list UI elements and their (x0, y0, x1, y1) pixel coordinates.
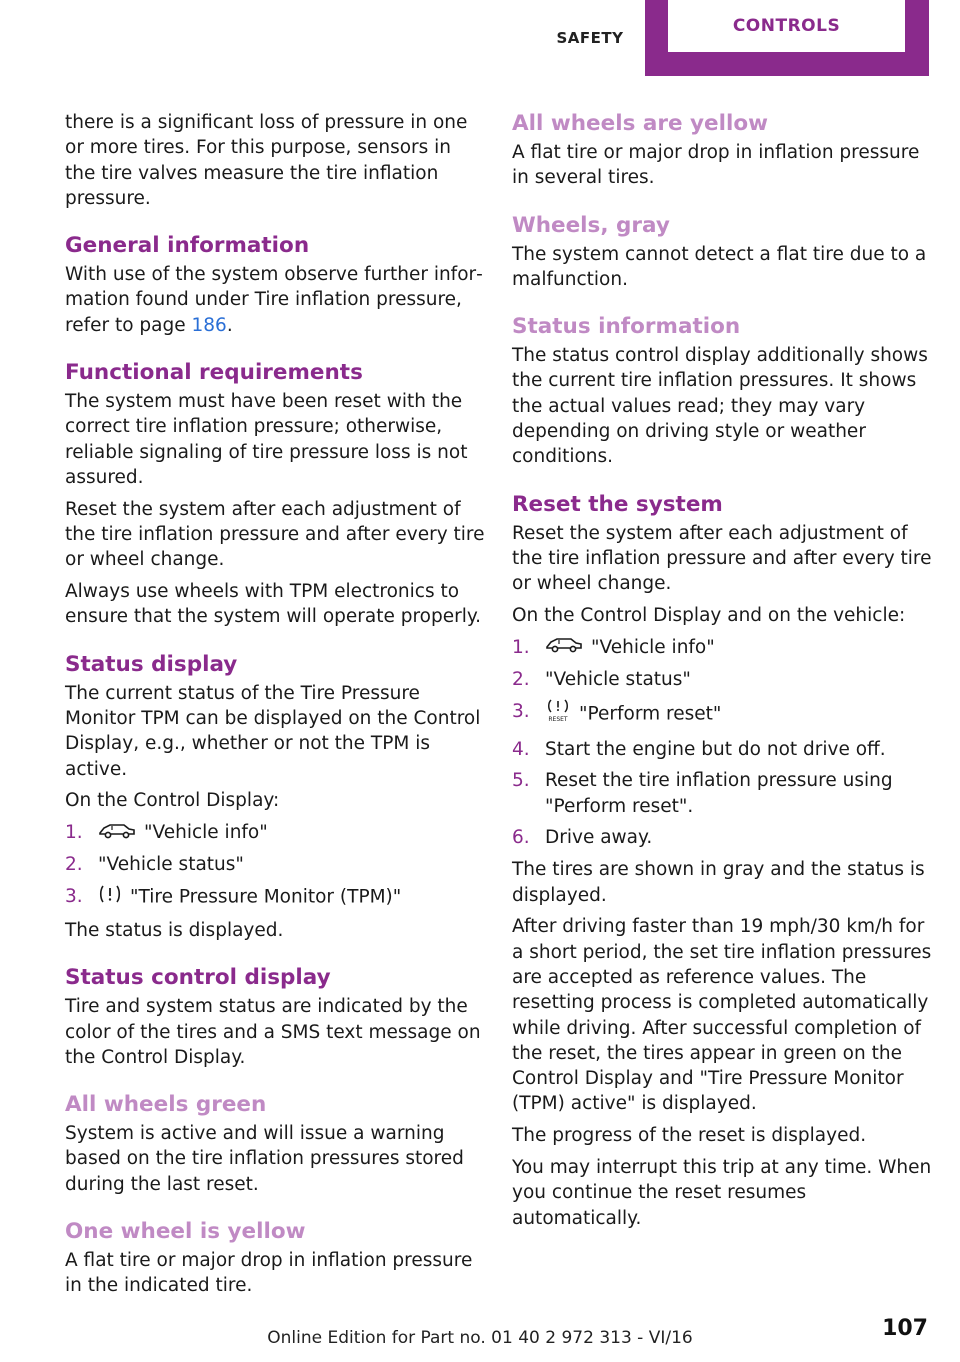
step-text: "Tire Pressure Monitor (TPM)" (130, 886, 402, 908)
reset-paragraph-2: On the Control Display and on the vehicle: (512, 605, 906, 627)
step-text: Reset the tire inflation pressure using "Perform reset". (545, 770, 893, 817)
step-number: 6. (512, 827, 530, 849)
reset-icon-label: RESET (548, 715, 568, 723)
functional-paragraph-1: The system must have been reset with the correct tire inflation pressure; otherwise, reliable signaling of tire pressure loss is not assured. (65, 391, 468, 488)
step-text: "Vehicle status" (545, 669, 691, 690)
list-item (512, 737, 932, 762)
status-paragraph-3: The status is displayed. (65, 919, 284, 941)
wheels-gray-heading: Wheels, gray (512, 212, 670, 238)
step-text: "Vehicle info" (591, 636, 715, 658)
tab-safety[interactable]: SAFETY (556, 28, 624, 47)
green-paragraph: System is active and will issue a warning based on the tire inflation pressures stored during the last reset. (65, 1123, 464, 1195)
one-yellow-paragraph: A flat tire or major drop in inflation pressure in the indicated tire. (65, 1250, 473, 1297)
list-item (512, 667, 932, 692)
control-display-heading: Status control display (65, 965, 331, 991)
list-item (512, 699, 932, 730)
general-heading: General information (65, 233, 310, 259)
list-item (512, 825, 932, 850)
edition-footer: Online Edition for Part no. 01 40 2 972 313 - VI/16 (267, 1328, 693, 1348)
status-steps (65, 820, 485, 911)
list-item (65, 820, 485, 846)
step-number: 3. (65, 886, 83, 908)
functional-heading: Functional requirements (65, 360, 363, 386)
reset-system-heading: Reset the system (512, 491, 723, 517)
reset-paragraph-3: The tires are shown in gray and the status is displayed. (512, 859, 925, 906)
gray-paragraph: The system cannot detect a flat tire due to a malfunction. (512, 243, 927, 290)
general-text-before: With use of the system observe further information found under Tire inflation pressure, refer to page (65, 264, 483, 336)
all-yellow-paragraph: A flat tire or major drop in inflation pressure in several tires. (512, 142, 920, 189)
list-item (65, 884, 485, 911)
step-number: 1. (512, 636, 530, 658)
step-text: Drive away. (545, 827, 653, 849)
general-text (65, 262, 485, 338)
step-text: "Perform reset" (579, 703, 722, 725)
list-item (65, 852, 485, 877)
list-item (512, 635, 932, 661)
all-wheels-yellow-heading: All wheels are yellow (512, 111, 768, 136)
tire-pressure-reset-icon (545, 699, 571, 730)
car-icon (98, 821, 136, 846)
status-information-paragraph: The status control display additionally shows the current tire inflation pressures. It shows the actual values read; they may vary depending on driving style or weather conditions. (512, 345, 928, 468)
reset-paragraph-1: Reset the system after each adjustment of the tire inflation pressure and after every tire or wheel change. (512, 522, 932, 595)
page-reference-link[interactable]: 186 (191, 314, 227, 336)
status-paragraph-2: On the Control Display: (65, 790, 280, 812)
functional-paragraph-3: Always use wheels with TPM electronics to ensure that the system will operate properly. (65, 581, 482, 628)
left-column (65, 110, 485, 1305)
step-number: 4. (512, 738, 530, 760)
reset-paragraph-5: The progress of the reset is displayed. (512, 1125, 867, 1147)
intro-text: there is a significant loss of pressure in one or more tires. For this purpose, sensors in the tire valves measure the tire inflation pressure. (65, 112, 468, 209)
status-display-heading: Status display (65, 651, 238, 677)
list-item (512, 768, 932, 819)
step-number: 2. (512, 669, 530, 690)
all-wheels-green-heading: All wheels green (65, 1092, 267, 1118)
step-number: 1. (65, 822, 83, 844)
tire-pressure-icon (98, 884, 122, 911)
step-number: 5. (512, 770, 530, 792)
status-paragraph-1: The current status of the Tire Pressure Monitor TPM can be displayed on the Control Display, e.g., whether or not the TPM is active. (65, 682, 481, 780)
step-number: 3. (512, 700, 530, 722)
functional-paragraph-2: Reset the system after each adjustment of the tire inflation pressure and after every tire or wheel change. (65, 498, 485, 571)
reset-steps (512, 635, 932, 851)
tab-controls[interactable]: CONTROLS (668, 0, 905, 52)
page-number: 107 (882, 1316, 928, 1341)
step-text: "Vehicle info" (144, 822, 268, 844)
status-information-heading: Status information (512, 314, 741, 340)
step-text: "Vehicle status" (98, 854, 244, 876)
reset-paragraph-4: After driving faster than 19 mph/30 km/h for a short period, the set tire inflation pressures are accepted as reference values. The resetting process is completed automatically while driving. After successful completion of the reset, the tires appear in green on the Control Display and "Tire Pressure Monitor (TPM) active" is displayed. (512, 916, 932, 1115)
step-text: Start the engine but do not drive off. (545, 738, 886, 760)
one-wheel-yellow-heading: One wheel is yellow (65, 1219, 306, 1245)
general-text-after: . (226, 314, 233, 336)
right-column (512, 110, 932, 1237)
control-paragraph-1: Tire and system status are indicated by the color of the tires and a SMS text message on the Control Display. (65, 996, 481, 1068)
car-icon (545, 635, 583, 660)
step-number: 2. (65, 854, 83, 876)
reset-paragraph-6: You may interrupt this trip at any time. When you continue the reset resumes automatically. (512, 1157, 932, 1229)
